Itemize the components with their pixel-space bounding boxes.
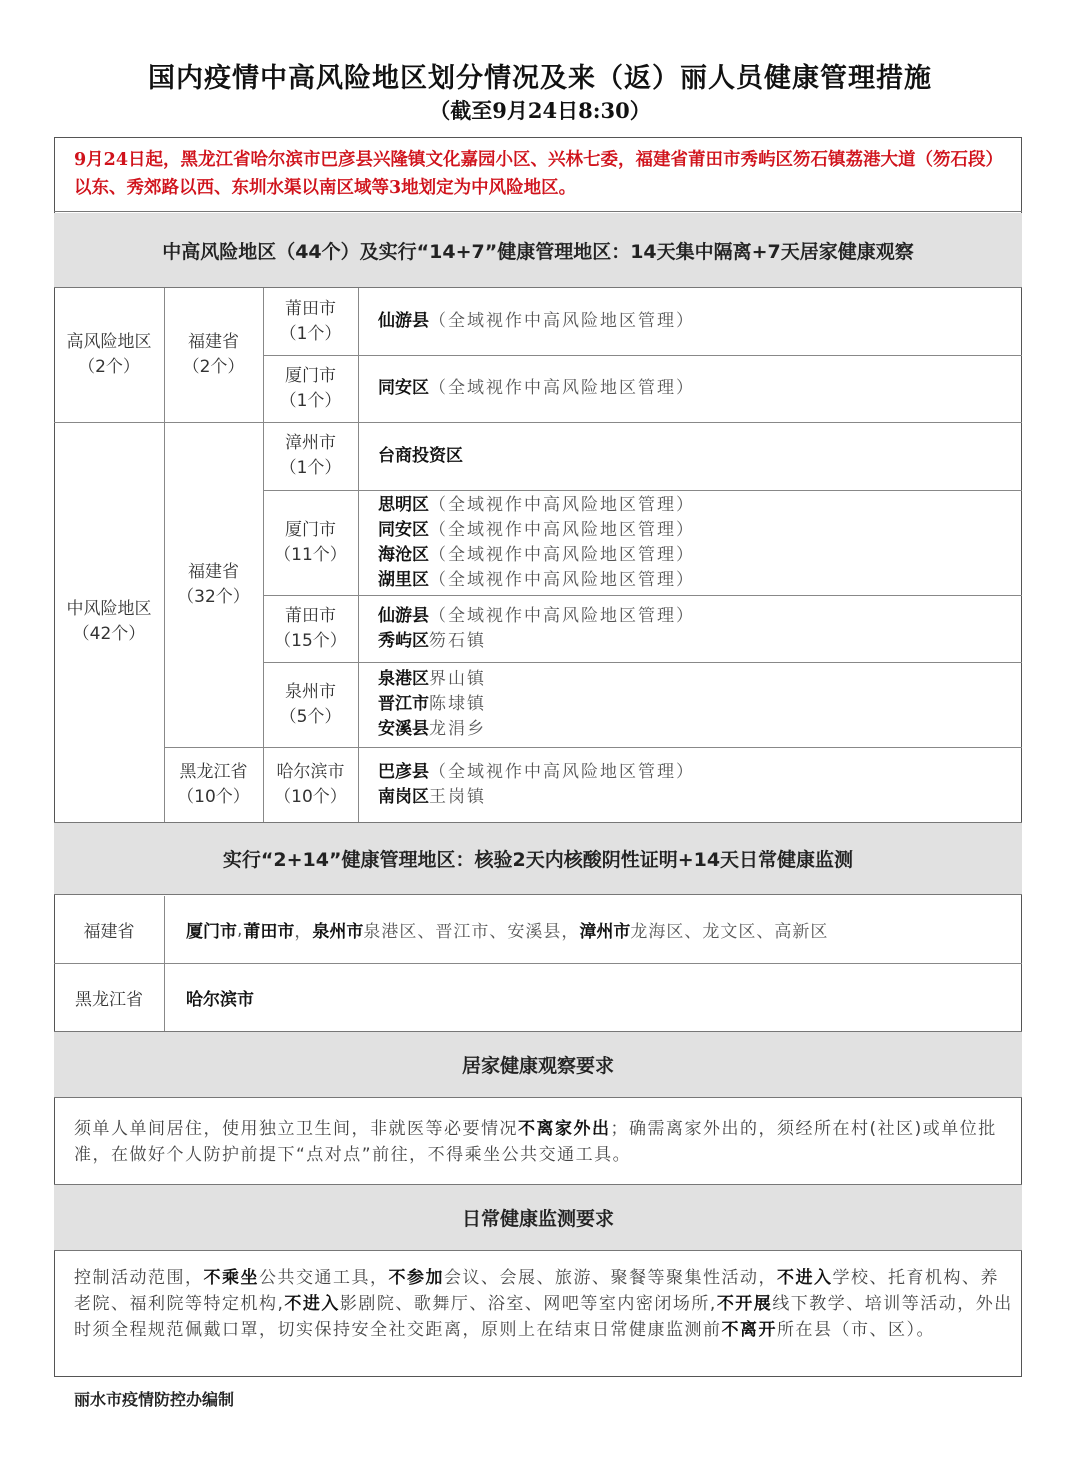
area-item — [378, 543, 1018, 568]
medium-risk-city-count: （1个） — [279, 458, 342, 478]
area-name: 安溪县 — [378, 719, 429, 739]
home-observation-text — [74, 1116, 1014, 1168]
area-note: （全域视作中高风险地区管理） — [429, 569, 695, 590]
page-subtitle: （截至9月24日8:30） — [429, 98, 651, 123]
body-text: 学校、托育机构、养老院、福利院等特定机构, — [74, 1268, 999, 1314]
medium-risk-city — [263, 422, 358, 490]
area-name: 仙游县 — [378, 311, 429, 331]
area-note: （全域视作中高风险地区管理） — [429, 761, 695, 782]
table-grid-line — [358, 288, 359, 822]
area-note: 龙涓乡 — [429, 719, 486, 739]
area-item — [378, 629, 1018, 654]
notice-banner: 9月24日起，黑龙江省哈尔滨市巴彦县兴隆镇文化嘉园小区、兴林七委，福建省莆田市秀屿区笏石镇荔港大道（笏石段）以东、秀郊路以西、东圳水渠以南区域等3地划定为中风险地区。 — [54, 138, 1022, 212]
medium-risk-city-count: （10个） — [274, 786, 347, 807]
area-list — [186, 963, 1016, 1031]
high-risk-city-count: （1个） — [279, 323, 342, 344]
medium-risk-city — [263, 595, 358, 662]
emphasis-text: 不参加 — [388, 1268, 444, 1288]
area-item — [378, 309, 1018, 334]
daily-monitoring-text — [74, 1265, 1014, 1343]
area-list — [378, 747, 1018, 822]
medium-risk-label-count: （42个） — [72, 624, 146, 644]
area-item — [378, 568, 1018, 593]
area-item — [378, 493, 1018, 518]
section-header-daily-monitoring: 日常健康监测要求 — [54, 1184, 1022, 1251]
medium-risk-city-count: （15个） — [274, 630, 347, 651]
area-item — [378, 667, 1018, 692]
page-title: 国内疫情中高风险地区划分情况及来（返）丽人员健康管理措施 — [148, 63, 932, 94]
city-name: 哈尔滨市 — [186, 989, 254, 1010]
body-text: 公共交通工具， — [259, 1268, 389, 1288]
body-text: ；确需离家外出的，须经所在村(社区)或单位批准，在做好个人防护前提下“点对点”前往，不得乘坐公共交通工具。 — [74, 1119, 997, 1165]
area-list — [378, 355, 1018, 422]
area-item — [378, 785, 1018, 810]
area-name: 思明区 — [378, 494, 429, 515]
section-header-2-14: 实行“2+14”健康管理地区：核验2天内核酸阴性证明+14天日常健康监测 — [54, 822, 1022, 895]
area-note: （全域视作中高风险地区管理） — [429, 378, 695, 398]
area-note: 王岗镇 — [429, 786, 486, 807]
area-list — [378, 288, 1018, 355]
emphasis-text: 不乘坐 — [203, 1268, 259, 1288]
medium-risk-city — [263, 662, 358, 747]
province-label: 黑龙江省 — [75, 989, 143, 1010]
medium-risk-city — [263, 490, 358, 595]
medium-risk-province — [164, 747, 263, 822]
area-item — [378, 717, 1018, 742]
high-risk-province-name: 福建省 — [188, 332, 239, 352]
area-name: 湖里区 — [378, 569, 429, 590]
high-risk-label-count: （2个） — [78, 357, 140, 377]
area-note: （全域视作中高风险地区管理） — [429, 605, 695, 626]
area-note: （全域视作中高风险地区管理） — [429, 544, 695, 565]
area-item — [378, 604, 1018, 629]
medium-risk-label-name: 中风险地区 — [66, 599, 152, 619]
high-risk-city — [263, 288, 358, 355]
body-text: 须单人单间居住，使用独立卫生间，非就医等必要情况 — [74, 1119, 518, 1139]
district-list: 泉港区、晋江市、安溪县， — [363, 922, 580, 942]
body-text: 线下教学、培训等活动，外出时须全程规范佩戴口罩，切实保持安全社交距离，原则上在结束日常健康监测前 — [74, 1294, 1013, 1340]
high-risk-label-name: 高风险地区 — [66, 332, 152, 352]
area-name: 台商投资区 — [378, 445, 463, 466]
area-note: （全域视作中高风险地区管理） — [429, 311, 695, 331]
area-list — [378, 662, 1018, 747]
area-name: 南岗区 — [378, 786, 429, 807]
emphasis-text: 不进入 — [284, 1294, 340, 1314]
footer-credit: 丽水市疫情防控办编制 — [74, 1390, 235, 1409]
section-header-home-observation: 居家健康观察要求 — [54, 1031, 1022, 1098]
medium-risk-city-count: （11个） — [274, 544, 347, 565]
emphasis-text: 不离家外出 — [518, 1119, 611, 1139]
district-list: ， — [294, 922, 313, 942]
area-list — [378, 422, 1018, 490]
high-risk-city-count: （1个） — [279, 390, 342, 411]
area-name: 同安区 — [378, 378, 429, 398]
area-list — [186, 896, 1016, 963]
area-item — [378, 518, 1018, 543]
area-name: 同安区 — [378, 519, 429, 540]
area-name: 海沧区 — [378, 544, 429, 565]
area-name: 巴彦县 — [378, 761, 429, 782]
area-note: （全域视作中高风险地区管理） — [429, 494, 695, 515]
province-label: 福建省 — [83, 922, 135, 942]
area-name: 仙游县 — [378, 605, 429, 626]
area-item — [378, 692, 1018, 717]
city-name: 漳州市 — [579, 922, 631, 942]
area-list — [378, 490, 1018, 595]
city-name: 厦门市 — [186, 922, 237, 942]
area-note: 陈埭镇 — [429, 694, 486, 714]
area-name: 晋江市 — [378, 694, 429, 714]
high-risk-province-count: （2个） — [182, 357, 245, 377]
medium-risk-province-count: （32个） — [177, 586, 250, 607]
body-text: 会议、会展、旅游、聚餐等聚集性活动， — [444, 1268, 777, 1288]
medium-risk-province-count: （10个） — [177, 786, 250, 807]
area-note: 界山镇 — [429, 669, 486, 689]
area-item — [378, 376, 1018, 401]
medium-risk-province-name: 福建省 — [188, 561, 239, 582]
body-text: 所在县（市、区）。 — [777, 1320, 935, 1340]
table-grid-line — [164, 963, 165, 1031]
medium-risk-label — [54, 422, 164, 822]
section-header-14-7: 中高风险地区（44个）及实行“14+7”健康管理地区：14天集中隔离+7天居家健康观察 — [54, 213, 1022, 288]
high-risk-city-name: 厦门市 — [285, 365, 336, 386]
medium-risk-city-name: 哈尔滨市 — [276, 761, 345, 782]
area-note: （全域视作中高风险地区管理） — [429, 519, 695, 540]
district-list: 龙海区、龙文区、高新区 — [630, 922, 829, 942]
high-risk-city-name: 莆田市 — [285, 298, 336, 319]
high-risk-province — [164, 288, 263, 422]
area-list — [378, 595, 1018, 662]
medium-risk-province-name: 黑龙江省 — [179, 761, 248, 782]
medium-risk-city-name: 漳州市 — [285, 433, 336, 453]
high-risk-label — [54, 288, 164, 422]
area-note: 笏石镇 — [429, 630, 486, 651]
medium-risk-province — [164, 422, 263, 747]
area-item — [378, 444, 1018, 469]
medium-risk-city — [263, 747, 358, 822]
district-list: , — [237, 919, 244, 940]
medium-risk-city-name: 泉州市 — [285, 681, 336, 702]
area-item — [378, 760, 1018, 785]
medium-risk-city-count: （5个） — [279, 706, 342, 727]
body-text: 控制活动范围， — [74, 1268, 204, 1288]
city-name: 莆田市 — [243, 922, 295, 942]
table-grid-line — [164, 896, 165, 963]
area-name: 秀屿区 — [378, 630, 429, 651]
emphasis-text: 不开展 — [716, 1294, 773, 1314]
medium-risk-city-name: 厦门市 — [285, 519, 336, 540]
medium-risk-city-name: 莆田市 — [285, 605, 336, 626]
city-name: 泉州市 — [312, 922, 364, 942]
body-text: 影剧院、歌舞厅、浴室、网吧等室内密闭场所, — [339, 1294, 717, 1314]
emphasis-text: 不进入 — [777, 1268, 833, 1288]
emphasis-text: 不离开 — [721, 1320, 777, 1340]
high-risk-city — [263, 355, 358, 422]
area-name: 泉港区 — [378, 669, 429, 689]
